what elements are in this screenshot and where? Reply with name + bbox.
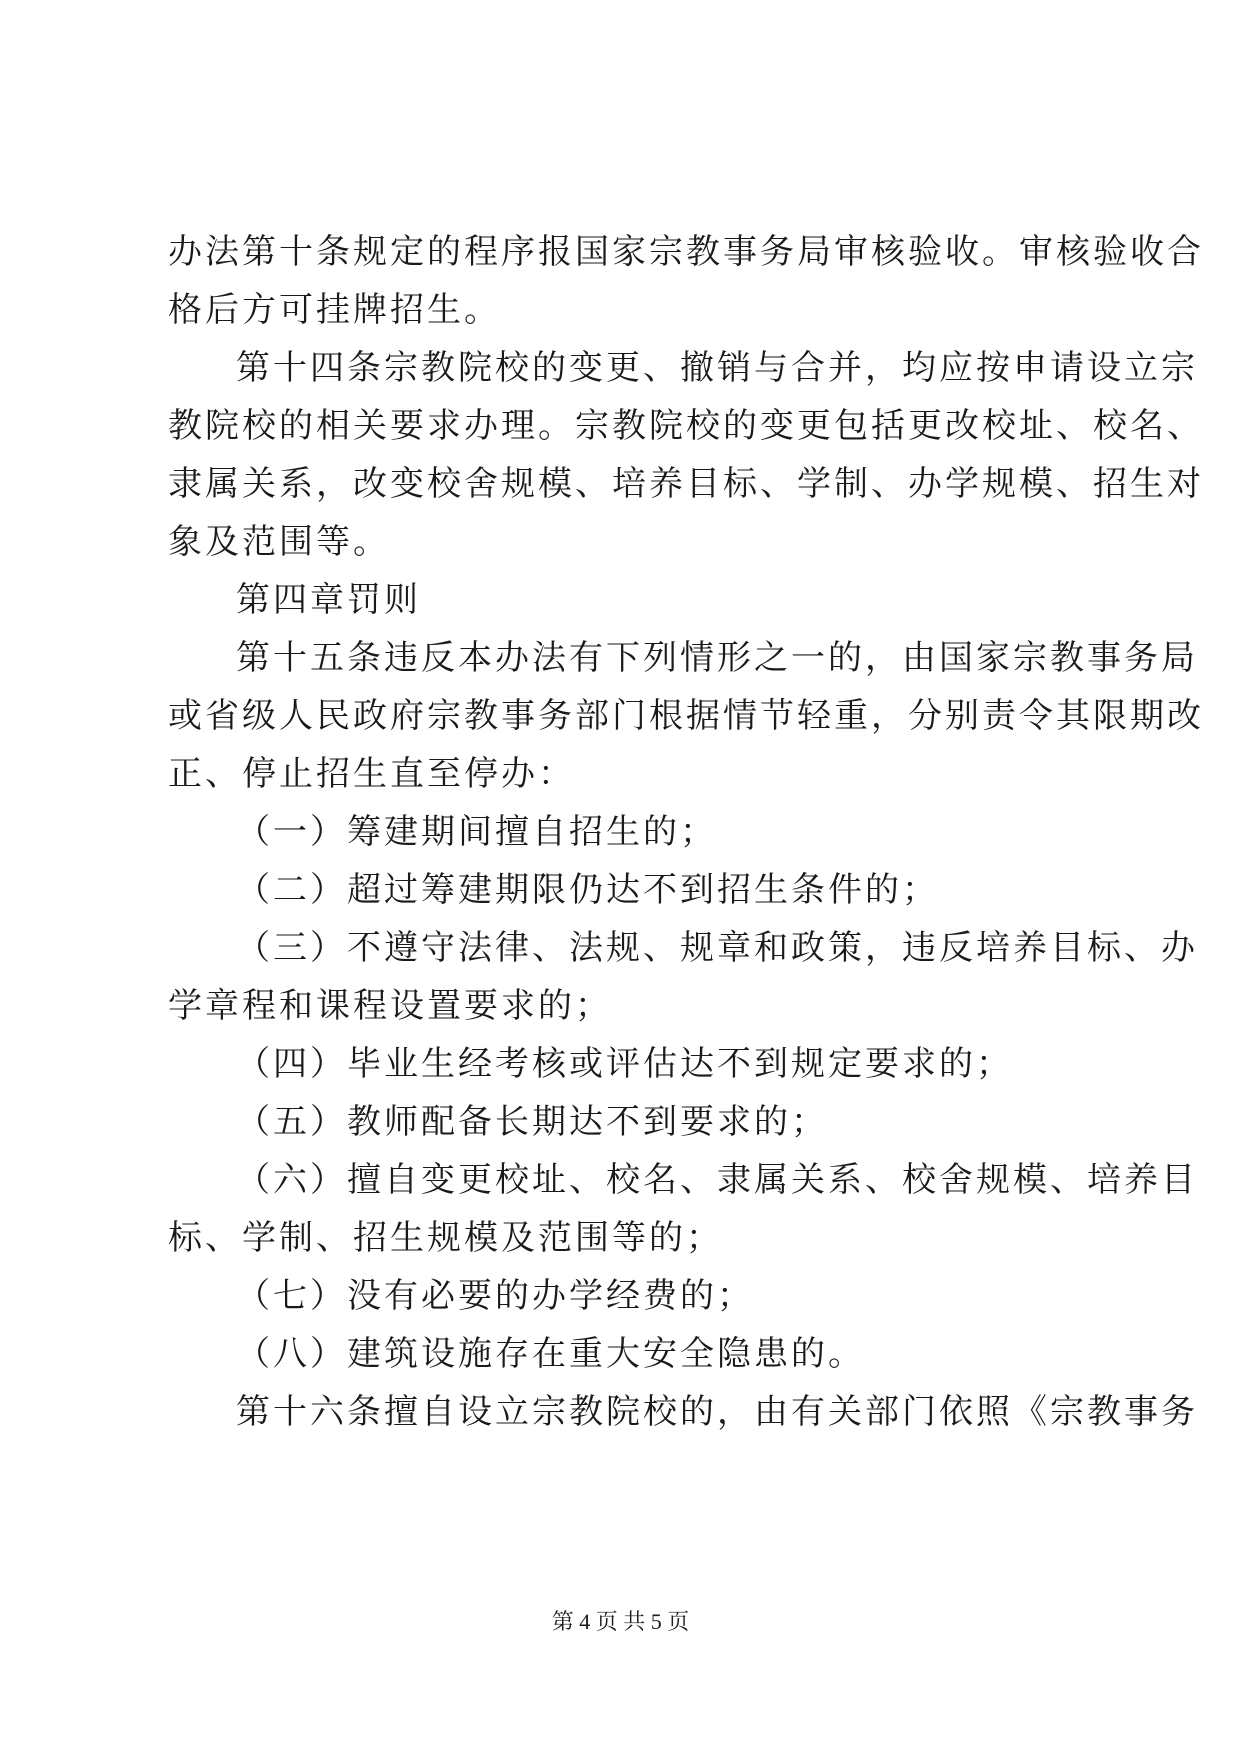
text-line: 办法第十条规定的程序报国家宗教事务局审核验收。审核验收合 [168, 232, 1204, 272]
list-item: （七）没有必要的办学经费的； [236, 1276, 754, 1316]
list-item: （一）筹建期间擅自招生的； [236, 812, 717, 852]
text-line: 教院校的相关要求办理。宗教院校的变更包括更改校址、校名、 [168, 406, 1204, 446]
page-footer: 第 4 页 共 5 页 [551, 1609, 690, 1634]
list-item: （三）不遵守法律、法规、规章和政策，违反培养目标、办 [236, 928, 1198, 968]
text-line: 格后方可挂牌招生。 [168, 290, 501, 330]
article-14-heading-line: 第十四条宗教院校的变更、撤销与合并，均应按申请设立宗 [236, 348, 1198, 388]
text-line: 标、学制、招生规模及范围等的； [168, 1218, 723, 1258]
article-15-heading-line: 第十五条违反本办法有下列情形之一的，由国家宗教事务局 [236, 638, 1198, 678]
list-item: （八）建筑设施存在重大安全隐患的。 [236, 1334, 865, 1374]
list-item: （六）擅自变更校址、校名、隶属关系、校舍规模、培养目 [236, 1160, 1198, 1200]
article-16-heading-line: 第十六条擅自设立宗教院校的，由有关部门依照《宗教事务 [236, 1392, 1198, 1432]
list-item: （二）超过筹建期限仍达不到招生条件的； [236, 870, 939, 910]
text-line: 隶属关系，改变校舍规模、培养目标、学制、办学规模、招生对 [168, 464, 1204, 504]
list-item: （四）毕业生经考核或评估达不到规定要求的； [236, 1044, 1013, 1084]
text-line: 或省级人民政府宗教事务部门根据情节轻重，分别责令其限期改 [168, 696, 1204, 736]
chapter-heading: 第四章罚则 [236, 580, 421, 620]
text-line: 象及范围等。 [168, 522, 390, 562]
list-item: （五）教师配备长期达不到要求的； [236, 1102, 828, 1142]
text-line: 正、停止招生直至停办： [168, 754, 575, 794]
text-line: 学章程和课程设置要求的； [168, 986, 612, 1026]
